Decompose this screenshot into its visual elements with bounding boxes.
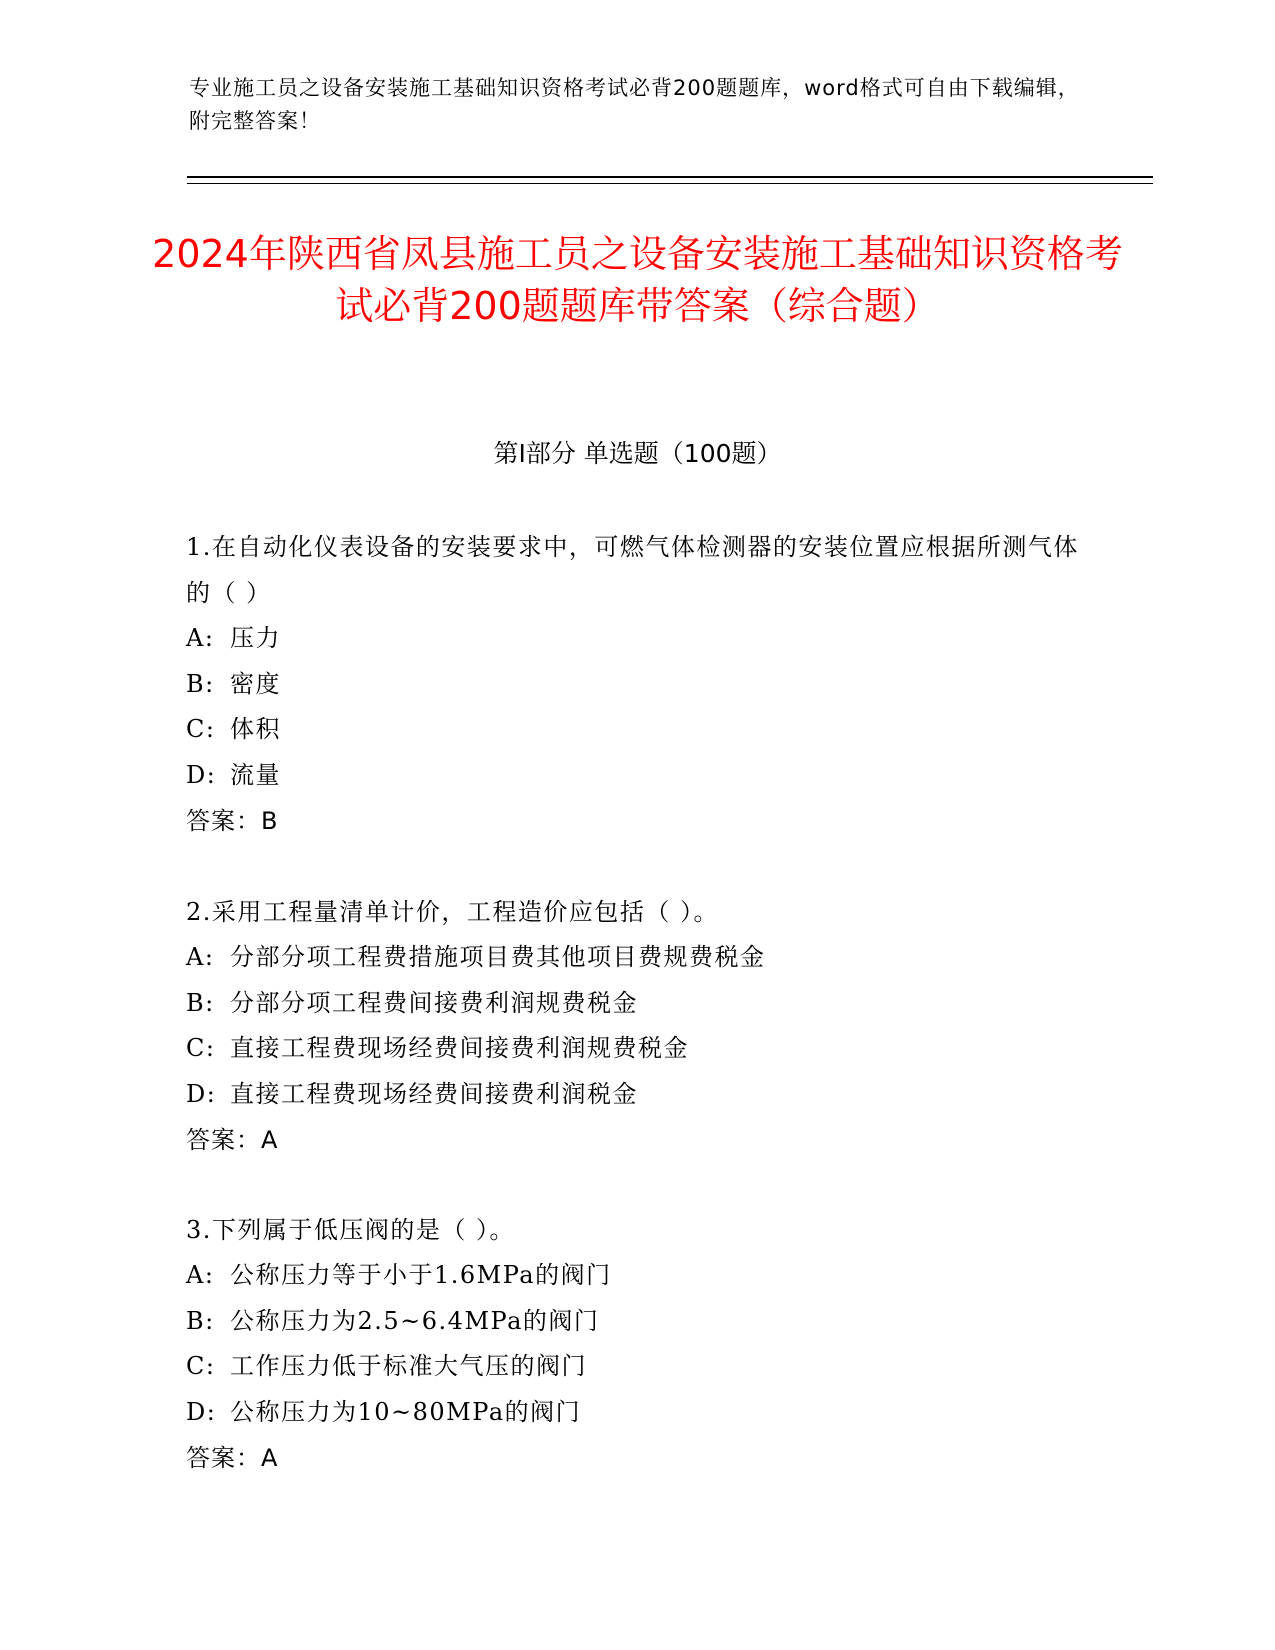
answer-line: 答案：A xyxy=(186,1444,279,1472)
option-b xyxy=(186,1299,1086,1345)
option-a xyxy=(186,935,1086,981)
header-rule-thick xyxy=(187,176,1153,178)
option-letter: B: xyxy=(186,1306,215,1335)
option-c xyxy=(186,1344,1086,1390)
option-text: 分部分项工程费措施项目费其他项目费规费税金 xyxy=(230,943,766,971)
option-text: 分部分项工程费间接费利润规费税金 xyxy=(230,988,638,1017)
option-d xyxy=(186,1072,1086,1118)
document-title: 2024年陕西省凤县施工员之设备安装施工基础知识资格考试必背200题题库带答案（综合题） xyxy=(152,232,1123,328)
option-d xyxy=(186,1390,1086,1436)
section-heading: 第I部分 单选题（100题） xyxy=(493,439,782,468)
option-text: 体积 xyxy=(230,715,281,743)
option-text: 公称压力为2.5~6.4MPa的阀门 xyxy=(230,1306,600,1335)
option-a xyxy=(186,616,1086,662)
question-stem: 1.在自动化仪表设备的安装要求中，可燃气体检测器的安装位置应根据所测气体的（ ） xyxy=(186,533,1079,607)
question-stem: 3.下列属于低压阀的是（ ）。 xyxy=(186,1216,516,1244)
option-text: 直接工程费现场经费间接费利润税金 xyxy=(230,1079,638,1108)
question-2 xyxy=(186,889,1086,1163)
question-3 xyxy=(186,1207,1086,1481)
option-letter: A: xyxy=(186,1261,215,1289)
option-text: 流量 xyxy=(230,760,281,789)
option-letter: C: xyxy=(186,1034,216,1062)
header-rule-thin xyxy=(187,183,1153,184)
option-letter: B: xyxy=(186,669,215,698)
option-text: 公称压力等于小于1.6MPa的阀门 xyxy=(230,1261,612,1289)
option-a xyxy=(186,1253,1086,1299)
option-text: 直接工程费现场经费间接费利润规费税金 xyxy=(230,1034,689,1062)
option-letter: B: xyxy=(186,988,215,1017)
option-text: 密度 xyxy=(230,669,281,698)
option-letter: D: xyxy=(186,1397,217,1426)
answer-line: 答案：B xyxy=(186,807,279,835)
option-letter: A: xyxy=(186,624,215,652)
option-b xyxy=(186,981,1086,1027)
option-letter: C: xyxy=(186,1352,216,1380)
option-letter: D: xyxy=(186,1079,217,1108)
option-text: 压力 xyxy=(230,624,281,652)
option-text: 工作压力低于标准大气压的阀门 xyxy=(230,1352,587,1380)
option-c xyxy=(186,707,1086,753)
option-letter: C: xyxy=(186,715,216,743)
option-text: 公称压力为10~80MPa的阀门 xyxy=(230,1397,582,1426)
option-letter: D: xyxy=(186,760,217,789)
option-c xyxy=(186,1026,1086,1072)
option-d xyxy=(186,753,1086,799)
option-b xyxy=(186,662,1086,708)
answer-line: 答案：A xyxy=(186,1126,279,1154)
header-note: 专业施工员之设备安装施工基础知识资格考试必背200题题库，word格式可自由下载编辑，附完整答案！ xyxy=(189,76,1080,133)
question-1 xyxy=(186,524,1086,844)
question-stem: 2.采用工程量清单计价，工程造价应包括（ ）。 xyxy=(186,898,720,926)
option-letter: A: xyxy=(186,943,215,971)
